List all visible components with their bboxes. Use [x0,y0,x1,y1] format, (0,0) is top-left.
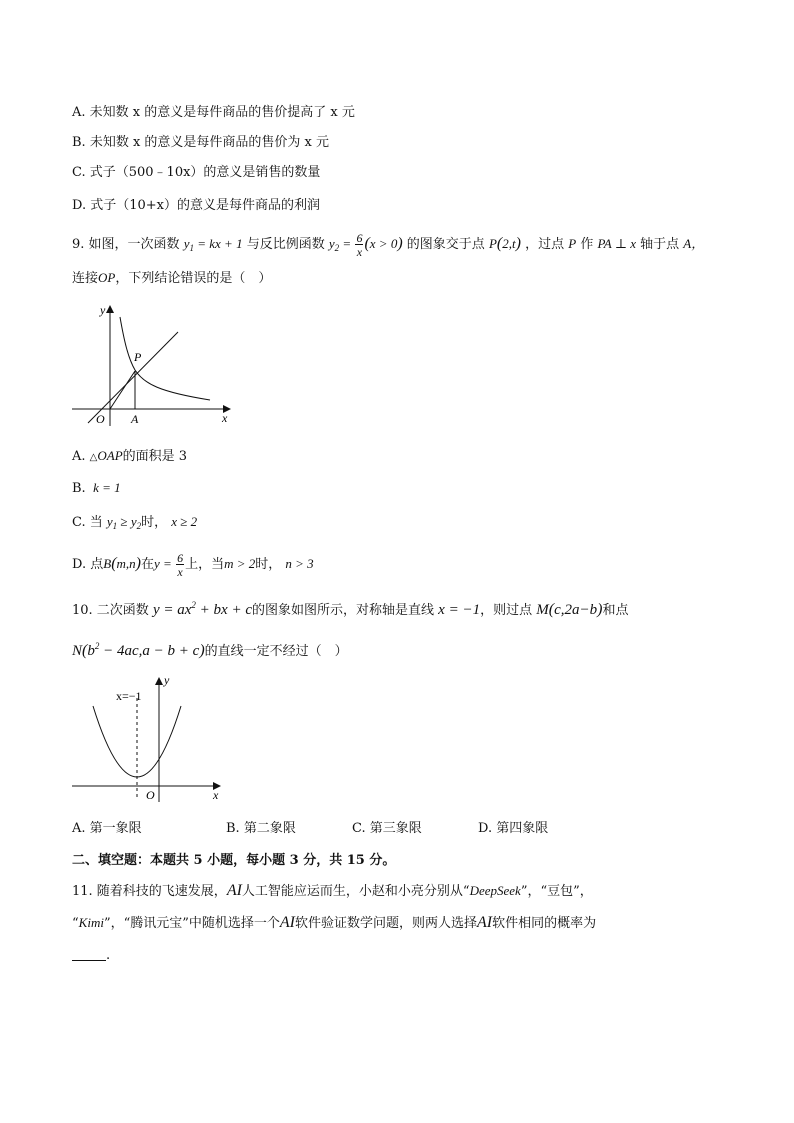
q11-text: 人工智能应运而生，小赵和小亮分别从“ [241,884,470,899]
q10-stem-text: 的直线一定不经过（ ） [204,644,348,659]
q11-line1 [72,881,593,902]
ai-term: AI [279,914,296,931]
option-text: 上，当 [185,556,225,572]
q9-stem-text: ，过点 [525,236,565,252]
math-expression: x = −1 [438,602,481,618]
math-expression: $N(b^2 - 4ac,a - b + c)$ [72,641,205,659]
q11-line3 [72,946,110,966]
math-expression: P(2,t) [488,234,521,252]
q11-text: 软件相同的概率为 [492,916,597,931]
q9-option-a [72,446,187,468]
q11-text: “ [72,916,79,931]
option-prefix: D. 点 [72,556,104,572]
math-expression: $y_1$ = kx + 1 [183,235,243,253]
option-text: 在 [140,556,154,572]
q9-stem-text: 与反比例函数 [246,236,325,252]
ai-term: AI [477,914,493,931]
label-y: y [100,303,106,317]
q10-stem-text: 10. 二次函数 [72,603,149,618]
q8-option-c: C. 式子（500﹣10x）的意义是销售的数量 [72,165,321,180]
math-expression: OP [98,270,116,285]
math-expression: $y_1 \ge y_2$ [106,514,142,531]
q11-text: . [106,948,111,963]
q11-text: 11. 随着科技的飞速发展， [72,884,227,899]
math-expression: $y = ax^2$ + bx + c [152,600,253,618]
q9-stem-text: 连接 [72,271,99,286]
q9-stem-text: 轴于点 [640,236,680,252]
label-o: O [146,788,155,802]
label-x: x [222,411,228,425]
label-x: x [213,788,219,802]
q10-option-a: A. 第一象限 [72,821,142,836]
q10-option-b: B. 第二象限 [226,821,296,836]
q10-stem-line1 [72,595,628,621]
math-expression: $y_2$ = $\frac{6}{x}$ (x > 0) [328,231,403,259]
q8-option-a: A. 未知数 x 的意义是每件商品的售价提高了 x 元 [72,105,355,120]
math-expression: n > 3 [285,555,314,571]
q9-option-b [72,478,121,499]
q9-stem-line1 [72,232,704,258]
math-expression: k = 1 [89,480,121,495]
option-text: 时， [141,515,168,530]
math-expression: P [568,235,577,251]
label-o: O [96,412,105,426]
q11-line2 [72,913,596,934]
q10-stem-text: ，则过点 [480,603,533,618]
q10-option-d: D. 第四象限 [478,821,549,836]
label-a: A [131,412,139,426]
app-name-kimi: Kimi [78,915,104,930]
q9-stem-text: ，下列结论错误的是（ ） [115,271,272,286]
math-expression: PA ⊥ x [597,235,636,251]
answer-blank[interactable] [72,948,106,961]
q8-option-d: D. 式子（10+x）的意义是每件商品的利润 [72,198,320,213]
math-expression: △OAP [89,448,123,463]
option-prefix: C. 当 [72,515,103,530]
math-expression: m > 2 [224,555,256,571]
q11-text: ”，“腾讯元宝”中随机选择一个 [103,916,280,931]
q9-stem-line2 [72,268,271,289]
q8-option-b: B. 未知数 x 的意义是每件商品的售价为 x 元 [72,135,330,150]
q9-option-c [72,512,197,536]
math-expression: M(c,2a−b) [536,601,603,618]
q11-text: ”，“豆包”， [520,884,593,899]
math-expression: y = $\frac{6}{x}$ [154,551,184,579]
q9-graph [68,300,238,430]
q10-stem-text: 的图象如图所示，对称轴是直线 [252,603,435,618]
math-expression: B(m,n) [103,554,141,572]
q9-stem-text: 的图象交于点 [406,236,485,252]
q10-graph [66,672,226,806]
ai-term: AI [226,882,242,899]
q10-stem-text: 和点 [602,603,629,618]
option-text: 的面积是 3 [122,449,188,464]
q10-stem-line2 [72,636,348,662]
q9-option-d [72,552,314,578]
app-name-deepseek: DeepSeek [469,883,521,898]
section-heading: 二、填空题：本题共 5 小题，每小题 3 分，共 15 分。 [72,853,396,868]
option-text: 时， [255,556,282,572]
math-expression: A， [683,235,705,251]
option-prefix: A. [72,449,86,464]
option-prefix: B. [72,481,86,496]
q10-option-c: C. 第三象限 [352,821,422,836]
q9-stem-text: 作 [580,236,594,252]
segment-op [110,371,135,409]
label-p: P [134,350,142,364]
label-symmetry: x=−1 [116,689,142,703]
q9-stem-text: 9. 如图，一次函数 [72,236,180,252]
label-y: y [164,673,170,687]
math-expression: x ≥ 2 [171,514,198,529]
q11-text: 软件验证数学问题，则两人选择 [295,916,478,931]
